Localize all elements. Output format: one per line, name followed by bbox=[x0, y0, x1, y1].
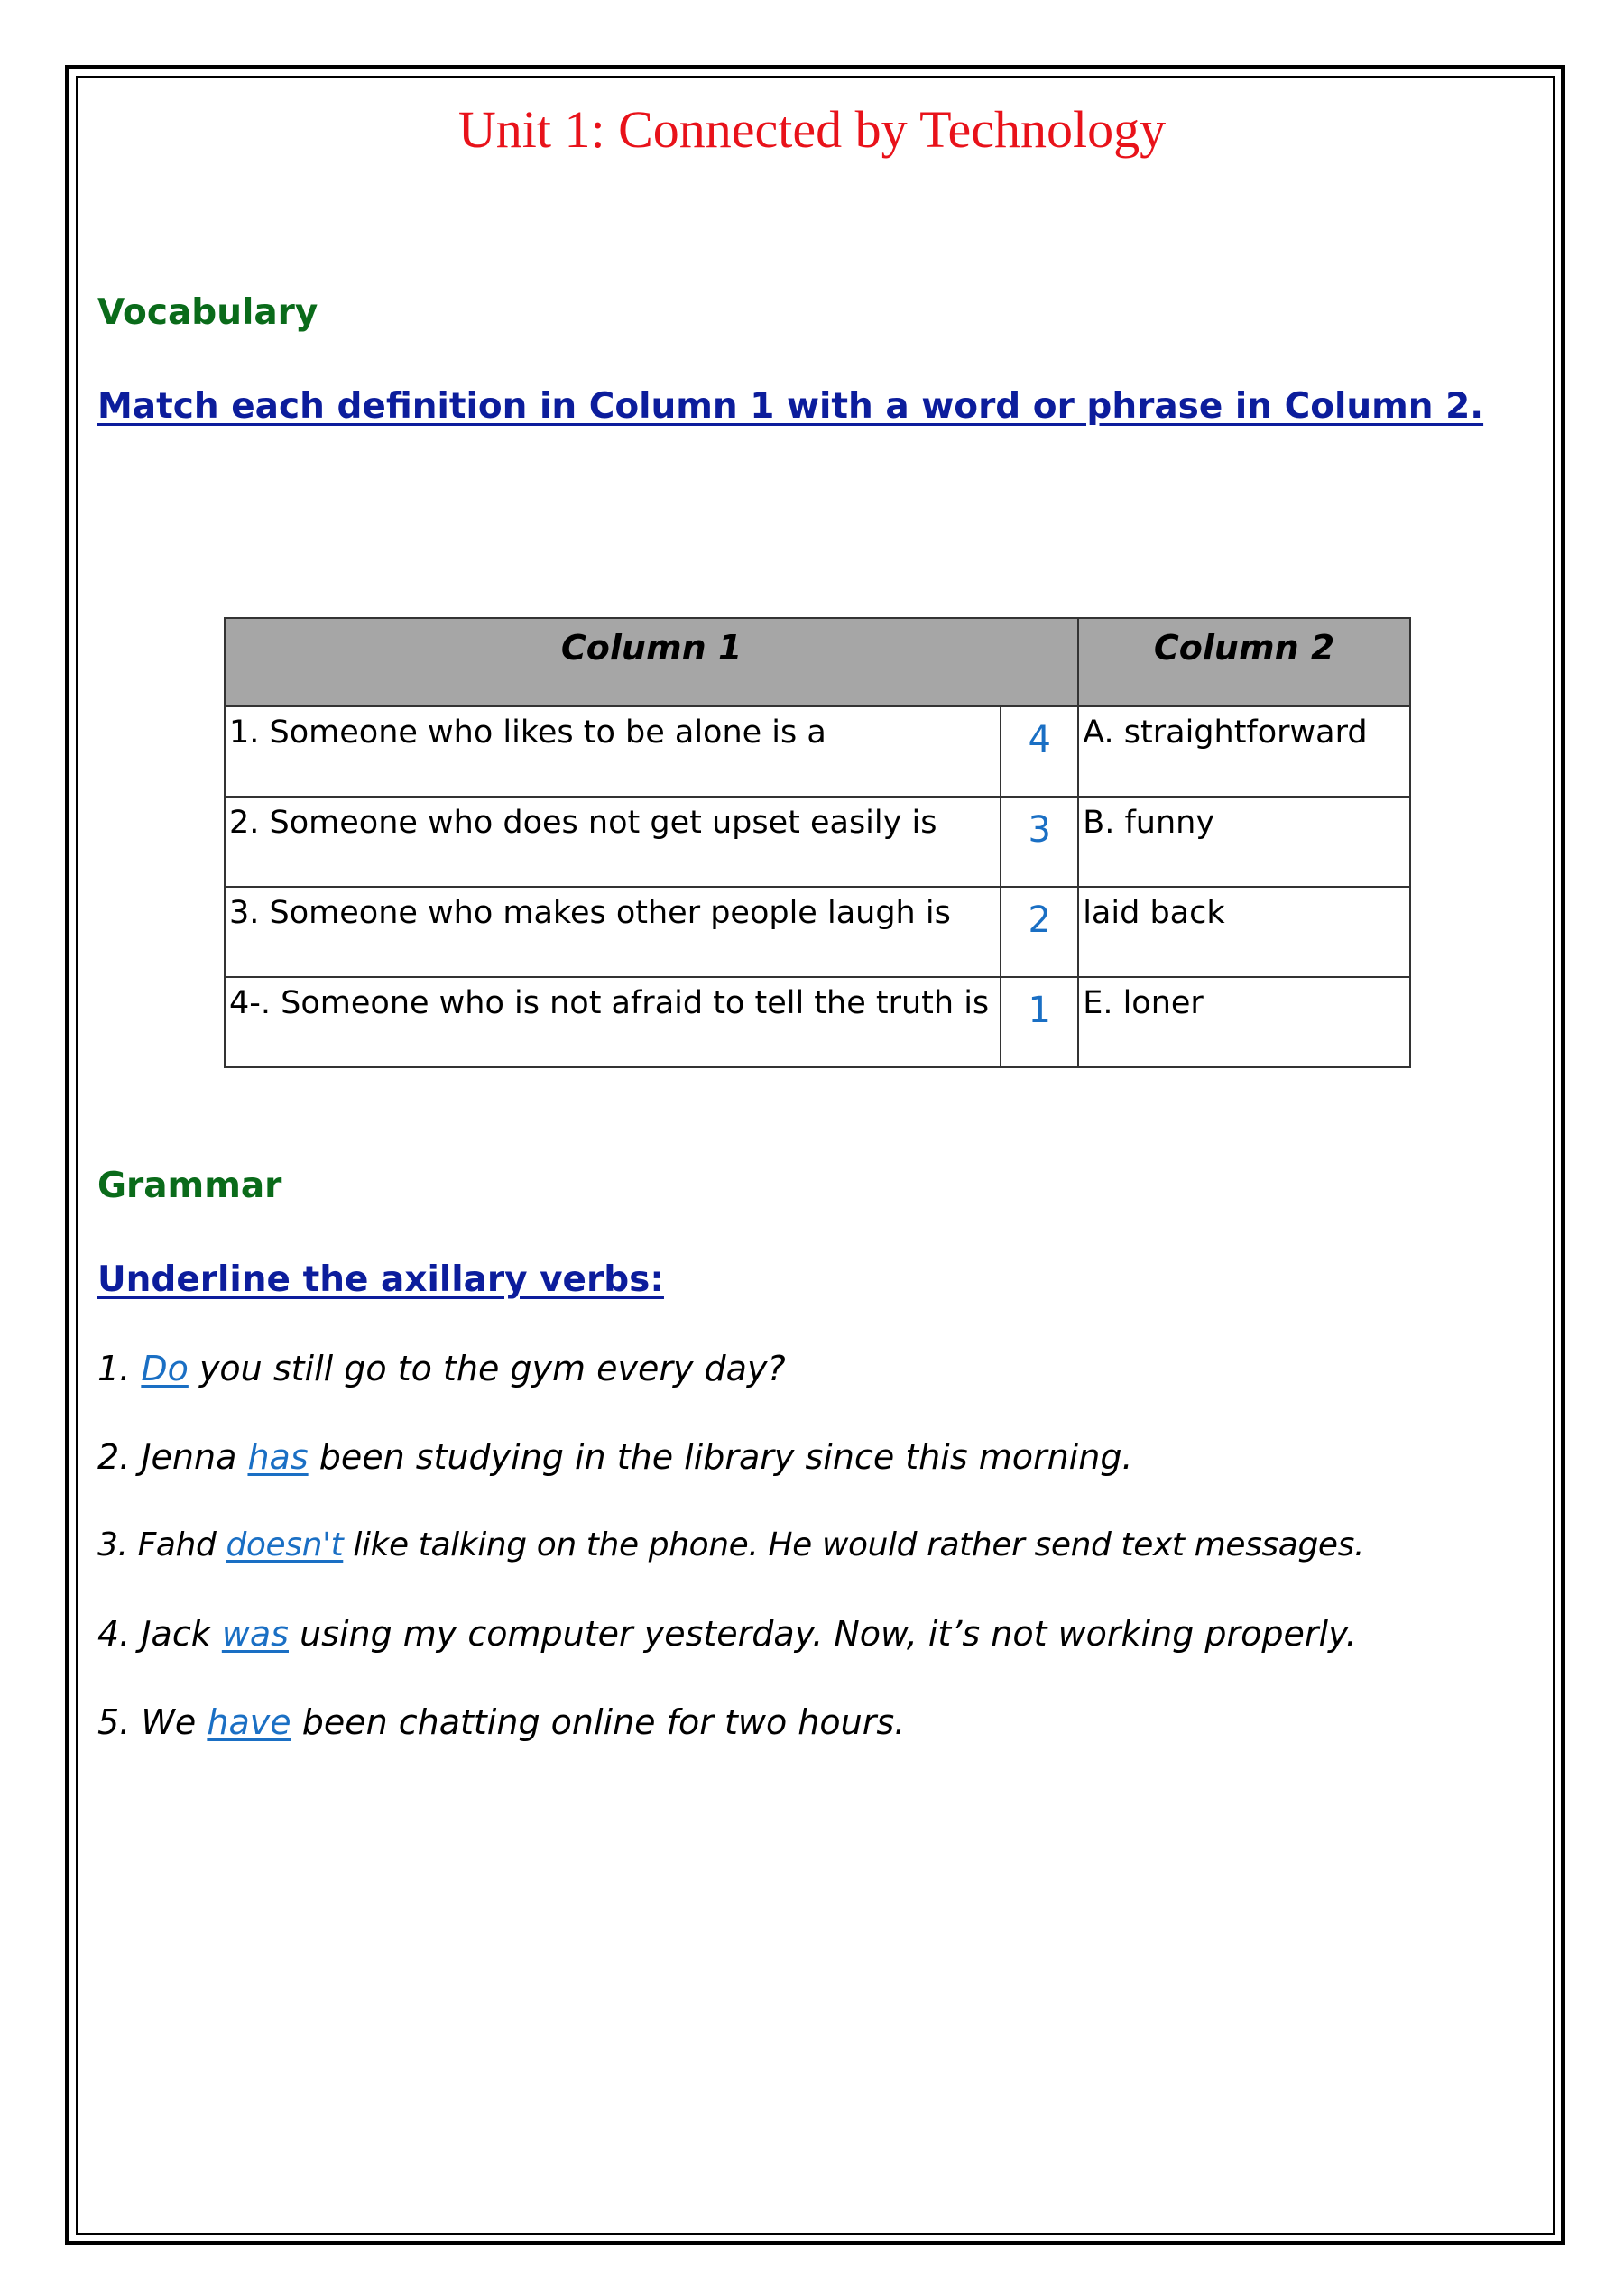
table-row bbox=[225, 706, 1410, 797]
sentence-suffix: been chatting online for two hours. bbox=[291, 1702, 906, 1742]
sentence-suffix: using my computer yesterday. Now, it’s not working properly. bbox=[288, 1614, 1357, 1654]
table-row bbox=[225, 977, 1410, 1067]
grammar-sentence-2 bbox=[97, 1433, 1133, 1481]
auxiliary-verb: Do bbox=[141, 1349, 189, 1388]
auxiliary-verb: has bbox=[247, 1437, 309, 1477]
word-cell: B. funny bbox=[1078, 797, 1410, 887]
answer-cell: 1 bbox=[1001, 977, 1078, 1067]
word-cell: E. loner bbox=[1078, 977, 1410, 1067]
column1-header: Column 1 bbox=[225, 618, 1078, 706]
definition-cell: 2. Someone who does not get upset easily is bbox=[225, 797, 1001, 887]
definition-cell: 1. Someone who likes to be alone is a bbox=[225, 706, 1001, 797]
definition-cell: 4-. Someone who is not afraid to tell the truth is bbox=[225, 977, 1001, 1067]
sentence-prefix: 4. Jack bbox=[97, 1614, 222, 1654]
grammar-heading: Grammar bbox=[97, 1166, 282, 1206]
sentence-suffix: you still go to the gym every day? bbox=[188, 1349, 786, 1388]
definition-cell: 3. Someone who makes other people laugh is bbox=[225, 887, 1001, 977]
grammar-sentence-3 bbox=[97, 1521, 1364, 1570]
sentence-prefix: 1. bbox=[97, 1349, 142, 1388]
word-cell: laid back bbox=[1078, 887, 1410, 977]
answer-cell: 2 bbox=[1001, 887, 1078, 977]
grammar-sentence-5 bbox=[97, 1698, 905, 1747]
vocabulary-instruction: Match each definition in Column 1 with a word or phrase in Column 2. bbox=[97, 386, 1484, 427]
matching-table bbox=[224, 617, 1411, 1068]
sentence-prefix: 3. Fahd bbox=[97, 1526, 226, 1563]
answer-cell: 4 bbox=[1001, 706, 1078, 797]
table-header-row bbox=[225, 618, 1410, 706]
table-row bbox=[225, 797, 1410, 887]
grammar-sentence-4 bbox=[97, 1609, 1357, 1658]
sentence-prefix: 5. We bbox=[97, 1702, 208, 1742]
sentence-suffix: like talking on the phone. He would rather send text messages. bbox=[343, 1526, 1365, 1563]
vocabulary-heading: Vocabulary bbox=[97, 292, 318, 333]
word-cell: A. straightforward bbox=[1078, 706, 1410, 797]
sentence-suffix: been studying in the library since this morning. bbox=[308, 1437, 1133, 1477]
page-title: Unit 1: Connected by Technology bbox=[457, 100, 1167, 159]
answer-cell: 3 bbox=[1001, 797, 1078, 887]
auxiliary-verb: was bbox=[221, 1614, 289, 1654]
auxiliary-verb: doesn't bbox=[226, 1526, 344, 1563]
sentence-prefix: 2. Jenna bbox=[97, 1437, 248, 1477]
auxiliary-verb: have bbox=[207, 1702, 291, 1742]
table-row bbox=[225, 887, 1410, 977]
grammar-sentence-1 bbox=[97, 1344, 786, 1393]
grammar-instruction: Underline the axillary verbs: bbox=[97, 1259, 664, 1300]
column2-header: Column 2 bbox=[1078, 618, 1410, 706]
